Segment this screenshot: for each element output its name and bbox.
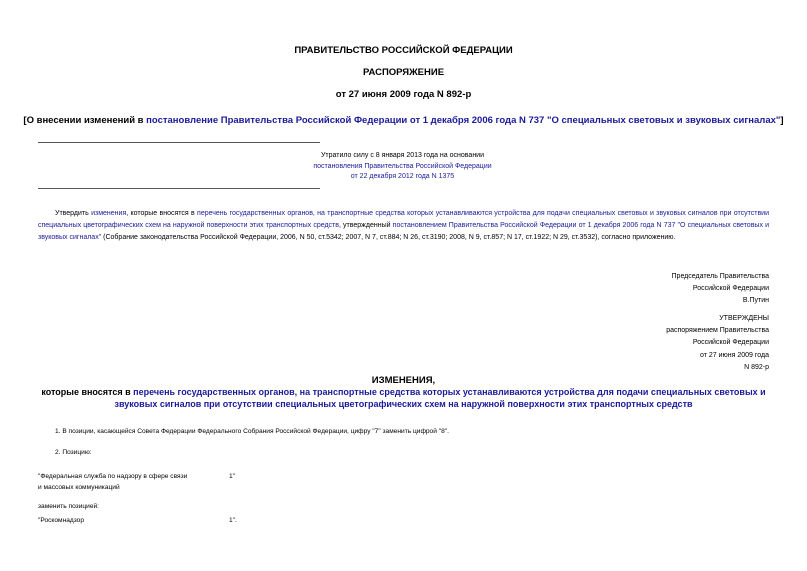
status-repeal-date-link[interactable]: от 22 декабря 2012 года N 1375 [350,173,455,180]
approved-number: N 892-р [744,363,769,371]
approved-by: распоряжением Правительства [666,327,769,335]
changes-list-link[interactable]: перечень государственных органов, на транспортные средства которых устанавливаются устройства для подачи специальных световых и звуковых сигналов при отсутствии специальных цветографических схем на наружной поверхности этих транспортных средств [114,387,766,409]
resolution-737-link[interactable]: постановлением Правительства Российской Федерации от 1 декабря 2006 года N 737 "О специальных световых и звуковых сигналах" [38,222,769,242]
list-link[interactable]: перечень государственных органов, на транспортные средства которых устанавливаются устройства для подачи специальных световых и звуковых сигналов при отсутствии специальных цветографических схем на наружной поверхности этих транспортных средств [38,210,769,230]
status-note [240,151,565,183]
document-type: РАСПОРЯЖЕНИЕ [362,67,445,78]
signature-country: Российской Федерации [692,285,769,293]
old-position-number: 1" [229,473,236,480]
changes-subtitle: которые вносятся в перечень государственных органов, на транспортные средства которых устанавливаются устройства для подачи специальных световых и звуковых сигналов при отсутствии специальных цветографических схем на наружной поверхности этих транспортных средств [41,387,766,409]
signature-name: В.Путин [742,297,769,305]
old-position-name: "Федеральная служба по надзору в сфере связи и массовых коммуникаций [38,473,188,491]
changes-heading: ИЗМЕНЕНИЯ, [371,375,436,386]
new-position-number: 1". [229,517,237,524]
government-title: ПРАВИТЕЛЬСТВО РОССИЙСКОЙ ФЕДЕРАЦИИ [294,45,513,56]
approved-block [480,313,769,374]
signature-block [480,271,769,308]
status-line-1: Утратило силу с 8 января 2013 года на основании [320,152,485,159]
document-date-number: от 27 июня 2009 года N 892-р [335,89,472,100]
status-divider-bottom [38,188,320,189]
change-item-1: 1. В позиции, касающейся Совета Федерации Федерального Собрания Российской Федерации, цифру "7" заменить цифрой "8". [55,428,449,435]
title-resolution-link[interactable]: постановление Правительства Российской Федерации от 1 декабря 2006 года N 737 "О специальных световых и звуковых сигналах" [146,115,781,126]
approval-paragraph: Утвердить изменения, которые вносятся в перечень государственных органов, на транспортные средства которых устанавливаются устройства для подачи специальных световых и звуковых сигналов при отсутствии специальных цветографических схем на наружной поверхности этих транспортных средств, утвержденный постановлением Правительства Российской Федерации от 1 декабря 2006 года N 737 "О специальных световых и звуковых сигналах" (Собрание законодательства Российской Федерации, 2006, N 50, ст.5342; 2007, N 7, ст.884; N 26, ст.3190; 2008, N 9, ст.857; N 17, ст.1922; N 29, ст.3532), согласно приложению. [38,210,769,242]
change-item-2: 2. Позицию: [55,449,92,456]
changes-link[interactable]: изменения [91,210,127,217]
replace-label: заменить позицией: [38,503,100,510]
signature-position: Председатель Правительства [671,273,769,280]
document-title [0,115,807,126]
status-divider-top [38,142,320,143]
approved-label: УТВЕРЖДЕНЫ [719,315,769,322]
new-position-name: "Роскомнадзор [38,517,85,524]
approved-date: от 27 июня 2009 года [699,351,769,359]
title-close: ] [780,115,784,126]
status-repeal-link[interactable]: постановления Правительства Российской Федерации [313,162,492,170]
title-open: [О внесении изменений в [23,115,147,126]
approved-country: Российской Федерации [692,339,769,347]
